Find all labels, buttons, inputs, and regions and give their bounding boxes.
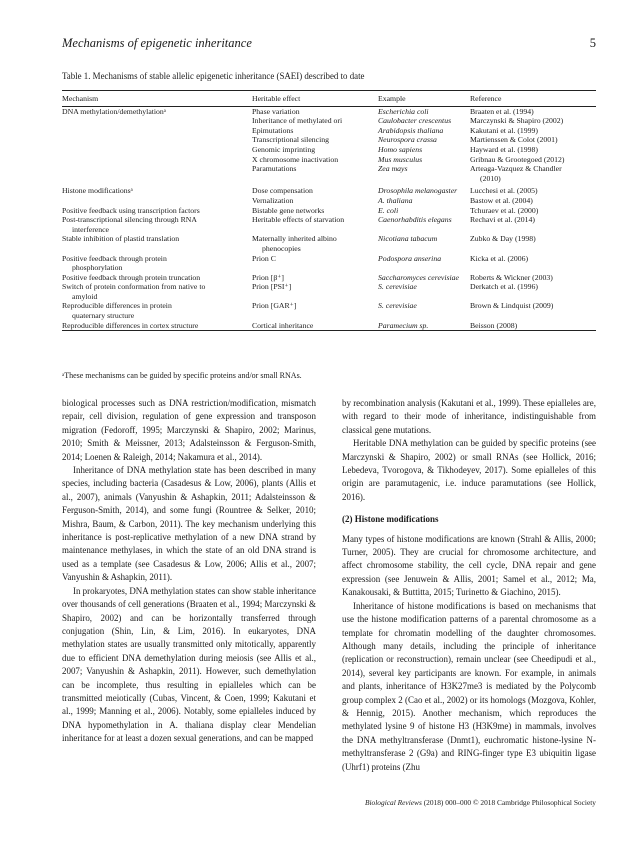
cell-mechanism — [62, 145, 252, 155]
cell-mechanism — [62, 164, 252, 183]
cell-example: Caulobacter crescentus — [378, 116, 452, 126]
right-column-intro — [342, 397, 596, 504]
cell-mechanism: Positive feedback through protein phosphorylation — [62, 253, 167, 273]
cell-heritable-effect: Maternally inherited albino phenocopies — [252, 234, 337, 253]
cell-reference: Hayward et al. (1998) — [470, 144, 539, 154]
cell-mechanism: Post-transcriptional silencing through RNA interference — [62, 215, 197, 234]
column-header-mechanism: Mechanism — [62, 94, 99, 103]
table-row — [62, 116, 596, 126]
column-header-reference: Reference — [470, 94, 502, 103]
cell-reference: Martienssen & Colot (2001) — [470, 135, 558, 145]
cell-example: Podospora anserina — [378, 253, 442, 263]
table-row — [62, 135, 596, 145]
cell-heritable-effect: Paramutations — [252, 164, 297, 174]
journal-name: Biological Reviews — [364, 798, 422, 807]
cell-mechanism: Stable inhibition of plastid translation — [62, 234, 180, 244]
table-row — [62, 215, 596, 234]
paragraph: Inheritance of DNA methylation state has been described in many species, including bacteria (Casadesus & Low, 2006), plants (Allis et al., 2007), animals (Vanyushin & Ashapkin, 2011; Adalsteinsson & Ferguson-Smith, 2014), and some fungi (Rountree & Selker, 2010; Mishra, Baum, & Carbon, 2011). The key mechanism underlying this inheritance is post-replicative methylation of a new DNA strand by maintenance methylases, in which the state of an old DNA strand is used as a template (see Casadesus & Low, 2006; Allis et al., 2007; Vanyushin & Ashapkin, 2011). — [62, 465, 316, 583]
cell-mechanism — [62, 135, 252, 145]
cell-example: Mus musculus — [378, 154, 423, 164]
cell-mechanism: Reproducible differences in cortex structure — [62, 320, 199, 330]
paragraph: biological processes such as DNA restriction/modification, mismatch repair, cell division, regulation of gene expression and transposon migration (Fedoroff, 1995; Marczynski & Shapiro, 2002; Marinus, 2010; Smith & Meissner, 2013; Adalsteinsson & Ferguson-Smith, 2014; Loenen & Raleigh, 2014; Nakamura et al., 2014). — [62, 398, 316, 462]
cell-example: E. coli — [378, 205, 399, 215]
cell-heritable-effect: Transcriptional silencing — [252, 135, 329, 145]
cell-heritable-effect: Genomic imprinting — [252, 144, 316, 154]
cell-heritable-effect: Epimutations — [252, 125, 294, 135]
left-column — [62, 397, 316, 746]
cell-heritable-effect: Prion [β⁺] — [252, 272, 284, 282]
table-row — [62, 196, 596, 206]
body-text — [62, 397, 596, 792]
cell-reference: Kicka et al. (2006) — [470, 253, 529, 263]
table-row — [62, 234, 596, 253]
paragraph: by recombination analysis (Kakutani et al., 1999). These epialleles are, with regard to their mode of inheritance, indistinguishable from classical gene mutations. — [342, 398, 596, 435]
cell-mechanism — [62, 196, 252, 206]
table-row — [62, 254, 596, 273]
cell-reference: Beisson (2008) — [470, 320, 518, 330]
cell-heritable-effect: Dose compensation — [252, 186, 313, 196]
paragraph: In prokaryotes, DNA methylation states can show stable inheritance over thousands of cell generations (Braaten et al., 1994; Marczynski & Shapiro, 2002) and can be horizontally transferred through conjugation (Shin, Lin, & Lim, 2016). In eukaryotes, DNA methylation states are usually transmitted only mitotically, apparently due to efficient DNA demethylation during meiosis (see Allis et al., 2007; Vanyushin & Ashapkin, 2011). However, such demethylation can be incomplete, thus resulting in epialleles which can be transmitted meiotically (Cubas, Vincent, & Coen, 1999; Kakutani et al., 1999; Manning et al., 2006). Notably, some epialleles induced by DNA hypomethylation in A. thaliana display clear Mendelian inheritance for at least a dozen sexual generations, and can be mapped — [62, 585, 316, 744]
table-row — [62, 206, 596, 216]
cell-reference: Tchuraev et al. (2000) — [470, 205, 539, 215]
cell-reference: Lucchesi et al. (2005) — [470, 186, 538, 196]
cell-heritable-effect: Vernalization — [252, 195, 294, 205]
cell-reference: Bastow et al. (2004) — [470, 195, 533, 205]
paragraph: Inheritance of histone modifications is based on mechanisms that use the histone modification patterns of a parental chromosome as a template for chromatin modelling of the daughter chromosomes. Although many details, including the principle of inheritance (replication or reconstruction), remain unclear (see Cheedipudi et al., 2014), several key participants are known. For example, in animals and plants, inheritance of H3K27me3 is mediated by the Polycomb group complex 2 (Cao et al., 2002) or its homologs (Mozgova, Kohler, & Hennig, 2015). Another mechanism, which reproduces the methylated lysine 9 of histone H3 (H3K9me) in mammals, involves the DNA methyltransferase (Dnmt1), euchromatic histone-lysine N-methyltransferase 2 (G9a) and RING-finger type E3 ubiquitin ligase (Uhrf1) proteins (Zhu — [342, 600, 596, 772]
cell-mechanism: Reproducible differences in protein quaternary structure — [62, 301, 172, 321]
table-row — [62, 164, 596, 183]
table-row — [62, 301, 596, 320]
cell-mechanism: Positive feedback using transcription factors — [62, 205, 200, 215]
table-row — [62, 273, 596, 283]
page-footer — [365, 798, 596, 807]
cell-example: Neurospora crassa — [378, 135, 437, 145]
table-row — [62, 282, 596, 301]
cell-reference: Brown & Lindquist (2009) — [470, 301, 554, 311]
cell-heritable-effect: Prion [GAR⁺] — [252, 301, 297, 311]
cell-example: Nicotiana tabacum — [378, 234, 438, 244]
running-header — [62, 36, 596, 52]
section-heading: (2) Histone modifications — [342, 514, 439, 525]
cell-reference: Arteaga-Vazquez & Chandler (2010) — [470, 164, 562, 183]
cell-reference: Kakutani et al. (1999) — [470, 125, 539, 135]
cell-mechanism — [62, 116, 252, 126]
mechanisms-table — [62, 90, 596, 331]
table-footnote: ᵃThese mechanisms can be guided by specific proteins and/or small RNAs. — [62, 371, 302, 380]
paragraph: Heritable DNA methylation can be guided by specific proteins (see Marczynski & Shapiro, 2002) or small RNAs (see Hollick, 2016; Lebedeva, Tvorogova, & Tikhodeyev, 2017). Some epialleles of this origin are paramutagenic, i.e. induce paramutations (see Hollick, 2016). — [342, 438, 596, 502]
cell-heritable-effect: Cortical inheritance — [252, 320, 314, 330]
paragraph: Many types of histone modifications are known (Strahl & Allis, 2000; Turner, 2005). They are crucial for chromosome architecture, and affect chromosome stability, the cell cycle, DNA repair and gene expression (see Jenuwein & Allis, 2001; Samel et al., 2012; Ma, Kanakousaki, & Buttitta, 2015; Turinetto & Giachino, 2015). — [342, 533, 596, 598]
cell-heritable-effect: X chromosome inactivation — [252, 154, 339, 164]
cell-example: S. cerevisiae — [378, 301, 417, 311]
cell-heritable-effect: Prion C — [252, 253, 276, 263]
cell-example: S. cerevisiae — [378, 282, 417, 292]
right-column — [342, 397, 596, 774]
cell-reference: Derkatch et al. (1996) — [470, 282, 538, 292]
cell-reference: Rechavi et al. (2014) — [470, 215, 535, 225]
cell-example: Paramecium sp. — [378, 320, 429, 330]
right-column-histone-section — [342, 533, 596, 774]
cell-mechanism — [62, 155, 252, 165]
table-row — [62, 106, 596, 116]
cell-mechanism — [62, 126, 252, 136]
table-row — [62, 155, 596, 165]
table-caption: Table 1. Mechanisms of stable allelic epigenetic inheritance (SAEI) described to date — [62, 71, 365, 81]
cell-example: Caenorhabditis elegans — [378, 215, 452, 225]
cell-heritable-effect: Bistable gene networks — [252, 205, 325, 215]
table-header-row — [62, 91, 596, 107]
cell-example: Drosophila melanogaster — [378, 186, 458, 196]
cell-mechanism: Switch of protein conformation from native to amyloid — [62, 282, 206, 301]
table-row — [62, 145, 596, 155]
cell-example: Arabidopsis thaliana — [378, 125, 444, 135]
cell-example: Homo sapiens — [378, 144, 423, 154]
cell-example: Escherichia coli — [378, 106, 429, 116]
table-row — [62, 321, 596, 331]
table-body — [62, 106, 596, 331]
cell-heritable-effect: Heritable effects of starvation — [252, 215, 345, 225]
cell-reference: Roberts & Wickner (2003) — [470, 272, 553, 282]
column-header-example: Example — [378, 94, 406, 103]
running-title: Mechanisms of epigenetic inheritance — [62, 36, 252, 50]
cell-example: A. thaliana — [378, 195, 413, 205]
cell-reference: Gribnau & Grootegoed (2012) — [470, 154, 565, 164]
cell-heritable-effect: Prion [PSI⁺] — [252, 282, 292, 292]
cell-heritable-effect: Phase variation — [252, 106, 300, 116]
table-row — [62, 183, 596, 196]
cell-reference: Braaten et al. (1994) — [470, 106, 534, 116]
cell-reference: Marczynski & Shapiro (2002) — [470, 116, 564, 126]
page-number: 5 — [589, 36, 596, 50]
cell-mechanism: Positive feedback through protein truncation — [62, 272, 201, 282]
column-header-heritable-effect: Heritable effect — [252, 94, 301, 103]
cell-mechanism: DNA methylation/demethylationᵃ — [62, 106, 166, 116]
table-row — [62, 126, 596, 136]
cell-heritable-effect: Inheritance of methylated ori — [252, 116, 343, 126]
cell-example: Zea mays — [378, 164, 408, 174]
copyright-line: (2018) 000–000 © 2018 Cambridge Philosophical Society — [421, 798, 596, 807]
cell-reference: Zubko & Day (1998) — [470, 234, 536, 244]
cell-example: Saccharomyces cerevisiae — [378, 272, 459, 282]
cell-mechanism: Histone modificationsᵃ — [62, 186, 133, 196]
